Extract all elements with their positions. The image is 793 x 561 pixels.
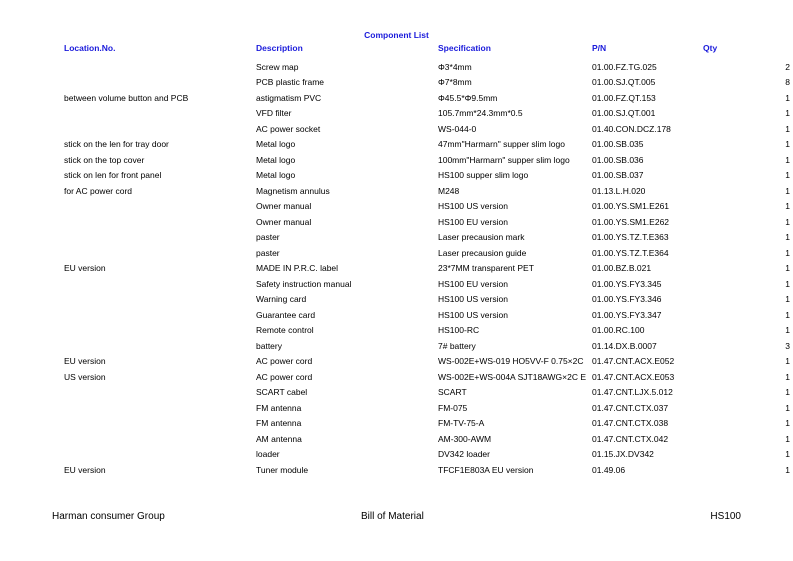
cell-description: SCART cabel bbox=[256, 387, 308, 398]
cell-qty: 1 bbox=[785, 185, 790, 196]
cell-description: VFD filter bbox=[256, 108, 292, 119]
cell-specification: HS100 US version bbox=[438, 309, 508, 320]
footer-model: HS100 bbox=[710, 511, 741, 522]
cell-specification: 7# battery bbox=[438, 340, 476, 351]
cell-pn: 01.49.06 bbox=[592, 464, 626, 475]
cell-qty: 1 bbox=[785, 356, 790, 367]
cell-specification: 105.7mm*24.3mm*0.5 bbox=[438, 108, 523, 119]
cell-description: Metal logo bbox=[256, 139, 296, 150]
cell-description: AM antenna bbox=[256, 433, 302, 444]
table-row bbox=[64, 183, 790, 199]
cell-qty: 1 bbox=[785, 464, 790, 475]
cell-qty: 1 bbox=[785, 92, 790, 103]
cell-location: EU version bbox=[64, 263, 106, 274]
cell-pn: 01.47.CNT.CTX.042 bbox=[592, 433, 669, 444]
cell-description: loader bbox=[256, 449, 280, 460]
cell-qty: 2 bbox=[785, 61, 790, 72]
cell-description: Tuner module bbox=[256, 464, 309, 475]
table-row bbox=[64, 292, 790, 308]
cell-qty: 1 bbox=[785, 402, 790, 413]
cell-pn: 01.13.L.H.020 bbox=[592, 185, 646, 196]
cell-description: Remote control bbox=[256, 325, 314, 336]
cell-location: stick on len for front panel bbox=[64, 170, 162, 181]
cell-pn: 01.40.CON.DCZ.178 bbox=[592, 123, 671, 134]
cell-qty: 1 bbox=[785, 449, 790, 460]
cell-location: for AC power cord bbox=[64, 185, 133, 196]
cell-specification: M248 bbox=[438, 185, 460, 196]
cell-specification: Laser precausion guide bbox=[438, 247, 527, 258]
cell-pn: 01.00.SJ.QT.005 bbox=[592, 77, 656, 88]
cell-specification: WS-002E+WS-019 HO5VV-F 0.75×2C bbox=[438, 356, 584, 367]
cell-pn: 01.47.CNT.CTX.038 bbox=[592, 418, 669, 429]
cell-location bbox=[64, 385, 256, 401]
cell-specification: DV342 loader bbox=[438, 449, 490, 460]
cell-qty: 1 bbox=[785, 139, 790, 150]
table-row bbox=[64, 90, 790, 106]
cell-location bbox=[64, 59, 256, 75]
cell-pn: 01.00.FZ.QT.153 bbox=[592, 92, 656, 103]
cell-location bbox=[64, 75, 256, 91]
cell-description: AC power cord bbox=[256, 356, 313, 367]
cell-qty: 8 bbox=[785, 77, 790, 88]
cell-specification: HS100 supper slim logo bbox=[438, 170, 529, 181]
cell-qty: 1 bbox=[785, 418, 790, 429]
component-table-body bbox=[64, 59, 790, 478]
cell-pn: 01.00.FZ.TG.025 bbox=[592, 61, 657, 72]
cell-specification: FM-TV-75-A bbox=[438, 418, 485, 429]
cell-specification: TFCF1E803A EU version bbox=[438, 464, 534, 475]
table-row bbox=[64, 75, 790, 91]
cell-pn: 01.00.SB.036 bbox=[592, 154, 644, 165]
cell-pn: 01.00.YS.FY3.345 bbox=[592, 278, 662, 289]
cell-pn: 01.00.YS.FY3.347 bbox=[592, 309, 662, 320]
cell-specification: HS100-RC bbox=[438, 325, 480, 336]
cell-location bbox=[64, 230, 256, 246]
cell-pn: 01.00.YS.SM1.E262 bbox=[592, 216, 670, 227]
cell-location: between volume button and PCB bbox=[64, 92, 189, 103]
cell-description: Warning card bbox=[256, 294, 307, 305]
component-table bbox=[64, 59, 790, 478]
cell-description: AC power cord bbox=[256, 371, 313, 382]
cell-description: FM antenna bbox=[256, 402, 302, 413]
cell-location bbox=[64, 431, 256, 447]
cell-pn: 01.47.CNT.ACX.E053 bbox=[592, 371, 675, 382]
cell-pn: 01.00.YS.TZ.T.E364 bbox=[592, 247, 669, 258]
cell-description: Guarantee card bbox=[256, 309, 316, 320]
cell-specification: WS-044-0 bbox=[438, 123, 477, 134]
table-row bbox=[64, 323, 790, 339]
document-title: Component List bbox=[364, 30, 429, 40]
cell-description: MADE IN P.R.C. label bbox=[256, 263, 339, 274]
cell-pn: 01.00.SJ.QT.001 bbox=[592, 108, 656, 119]
cell-pn: 01.00.YS.SM1.E261 bbox=[592, 201, 670, 212]
footer-document-type: Bill of Material bbox=[361, 511, 424, 522]
cell-description: Metal logo bbox=[256, 170, 296, 181]
table-row bbox=[64, 276, 790, 292]
cell-location bbox=[64, 199, 256, 215]
cell-location: stick on the len for tray door bbox=[64, 139, 169, 150]
cell-specification: Laser precausion mark bbox=[438, 232, 525, 243]
header-description: Description bbox=[256, 43, 303, 53]
cell-pn: 01.00.SB.037 bbox=[592, 170, 644, 181]
table-row bbox=[64, 106, 790, 122]
cell-qty: 1 bbox=[785, 371, 790, 382]
cell-qty: 1 bbox=[785, 247, 790, 258]
cell-qty: 3 bbox=[785, 340, 790, 351]
table-row bbox=[64, 354, 790, 370]
cell-qty: 1 bbox=[785, 123, 790, 134]
table-row bbox=[64, 152, 790, 168]
cell-description: Owner manual bbox=[256, 216, 312, 227]
table-row bbox=[64, 230, 790, 246]
cell-specification: HS100 US version bbox=[438, 201, 508, 212]
table-row bbox=[64, 245, 790, 261]
cell-specification: Φ45.5*Φ9.5mm bbox=[438, 92, 498, 103]
table-row bbox=[64, 447, 790, 463]
cell-location: EU version bbox=[64, 356, 106, 367]
cell-specification: WS-002E+WS-004A SJT18AWG×2C E bbox=[438, 371, 587, 382]
cell-specification: 23*7MM transparent PET bbox=[438, 263, 534, 274]
cell-specification: Φ3*4mm bbox=[438, 61, 472, 72]
cell-description: FM antenna bbox=[256, 418, 302, 429]
cell-location bbox=[64, 214, 256, 230]
cell-description: paster bbox=[256, 247, 280, 258]
table-row bbox=[64, 261, 790, 277]
cell-qty: 1 bbox=[785, 433, 790, 444]
header-qty: Qty bbox=[703, 43, 718, 53]
cell-pn: 01.00.YS.TZ.T.E363 bbox=[592, 232, 669, 243]
cell-location: US version bbox=[64, 371, 106, 382]
table-row bbox=[64, 369, 790, 385]
cell-location bbox=[64, 338, 256, 354]
footer-company: Harman consumer Group bbox=[52, 511, 165, 522]
cell-description: Owner manual bbox=[256, 201, 312, 212]
cell-qty: 1 bbox=[785, 263, 790, 274]
cell-specification: HS100 EU version bbox=[438, 278, 508, 289]
cell-pn: 01.00.SB.035 bbox=[592, 139, 644, 150]
cell-pn: 01.00.BZ.B.021 bbox=[592, 263, 652, 274]
cell-specification: HS100 EU version bbox=[438, 216, 508, 227]
cell-pn: 01.47.CNT.LJX.5.012 bbox=[592, 387, 673, 398]
cell-location bbox=[64, 245, 256, 261]
cell-qty: 1 bbox=[785, 216, 790, 227]
cell-specification: FM-075 bbox=[438, 402, 468, 413]
header-specification: Specification bbox=[438, 43, 491, 53]
cell-pn: 01.14.DX.B.0007 bbox=[592, 340, 657, 351]
cell-location bbox=[64, 307, 256, 323]
cell-qty: 1 bbox=[785, 309, 790, 320]
cell-qty: 1 bbox=[785, 154, 790, 165]
cell-qty: 1 bbox=[785, 232, 790, 243]
cell-qty: 1 bbox=[785, 387, 790, 398]
table-row bbox=[64, 199, 790, 215]
table-row bbox=[64, 338, 790, 354]
cell-description: Screw map bbox=[256, 61, 299, 72]
cell-pn: 01.15.JX.DV342 bbox=[592, 449, 654, 460]
cell-specification: 47mm"Harmarn" supper slim logo bbox=[438, 139, 565, 150]
table-row bbox=[64, 400, 790, 416]
cell-qty: 1 bbox=[785, 170, 790, 181]
cell-description: AC power socket bbox=[256, 123, 321, 134]
cell-specification: Φ7*8mm bbox=[438, 77, 472, 88]
table-row bbox=[64, 462, 790, 478]
table-row bbox=[64, 121, 790, 137]
cell-specification: HS100 US version bbox=[438, 294, 508, 305]
cell-qty: 1 bbox=[785, 278, 790, 289]
table-row bbox=[64, 137, 790, 153]
cell-description: paster bbox=[256, 232, 280, 243]
table-row bbox=[64, 214, 790, 230]
cell-pn: 01.47.CNT.ACX.E052 bbox=[592, 356, 675, 367]
table-row bbox=[64, 416, 790, 432]
header-pn: P/N bbox=[592, 43, 607, 53]
cell-description: battery bbox=[256, 340, 282, 351]
cell-location: stick on the top cover bbox=[64, 154, 145, 165]
cell-pn: 01.47.CNT.CTX.037 bbox=[592, 402, 669, 413]
cell-pn: 01.00.RC.100 bbox=[592, 325, 645, 336]
cell-specification: 100mm"Harmarn" supper slim logo bbox=[438, 154, 570, 165]
cell-location bbox=[64, 276, 256, 292]
cell-description: Metal logo bbox=[256, 154, 296, 165]
cell-location bbox=[64, 323, 256, 339]
cell-description: PCB plastic frame bbox=[256, 77, 325, 88]
cell-location bbox=[64, 106, 256, 122]
cell-location bbox=[64, 121, 256, 137]
cell-location bbox=[64, 416, 256, 432]
table-row bbox=[64, 431, 790, 447]
cell-location: EU version bbox=[64, 464, 106, 475]
cell-specification: AM-300-AWM bbox=[438, 433, 492, 444]
table-row bbox=[64, 307, 790, 323]
cell-location bbox=[64, 400, 256, 416]
cell-description: astigmatism PVC bbox=[256, 92, 322, 103]
cell-qty: 1 bbox=[785, 325, 790, 336]
cell-pn: 01.00.YS.FY3.346 bbox=[592, 294, 662, 305]
table-row bbox=[64, 385, 790, 401]
header-location: Location.No. bbox=[64, 43, 116, 53]
cell-location bbox=[64, 292, 256, 308]
table-row bbox=[64, 59, 790, 75]
cell-specification: SCART bbox=[438, 387, 467, 398]
cell-description: Safety instruction manual bbox=[256, 278, 352, 289]
cell-qty: 1 bbox=[785, 201, 790, 212]
cell-qty: 1 bbox=[785, 294, 790, 305]
cell-description: Magnetism annulus bbox=[256, 185, 330, 196]
table-row bbox=[64, 168, 790, 184]
cell-qty: 1 bbox=[785, 108, 790, 119]
cell-location bbox=[64, 447, 256, 463]
